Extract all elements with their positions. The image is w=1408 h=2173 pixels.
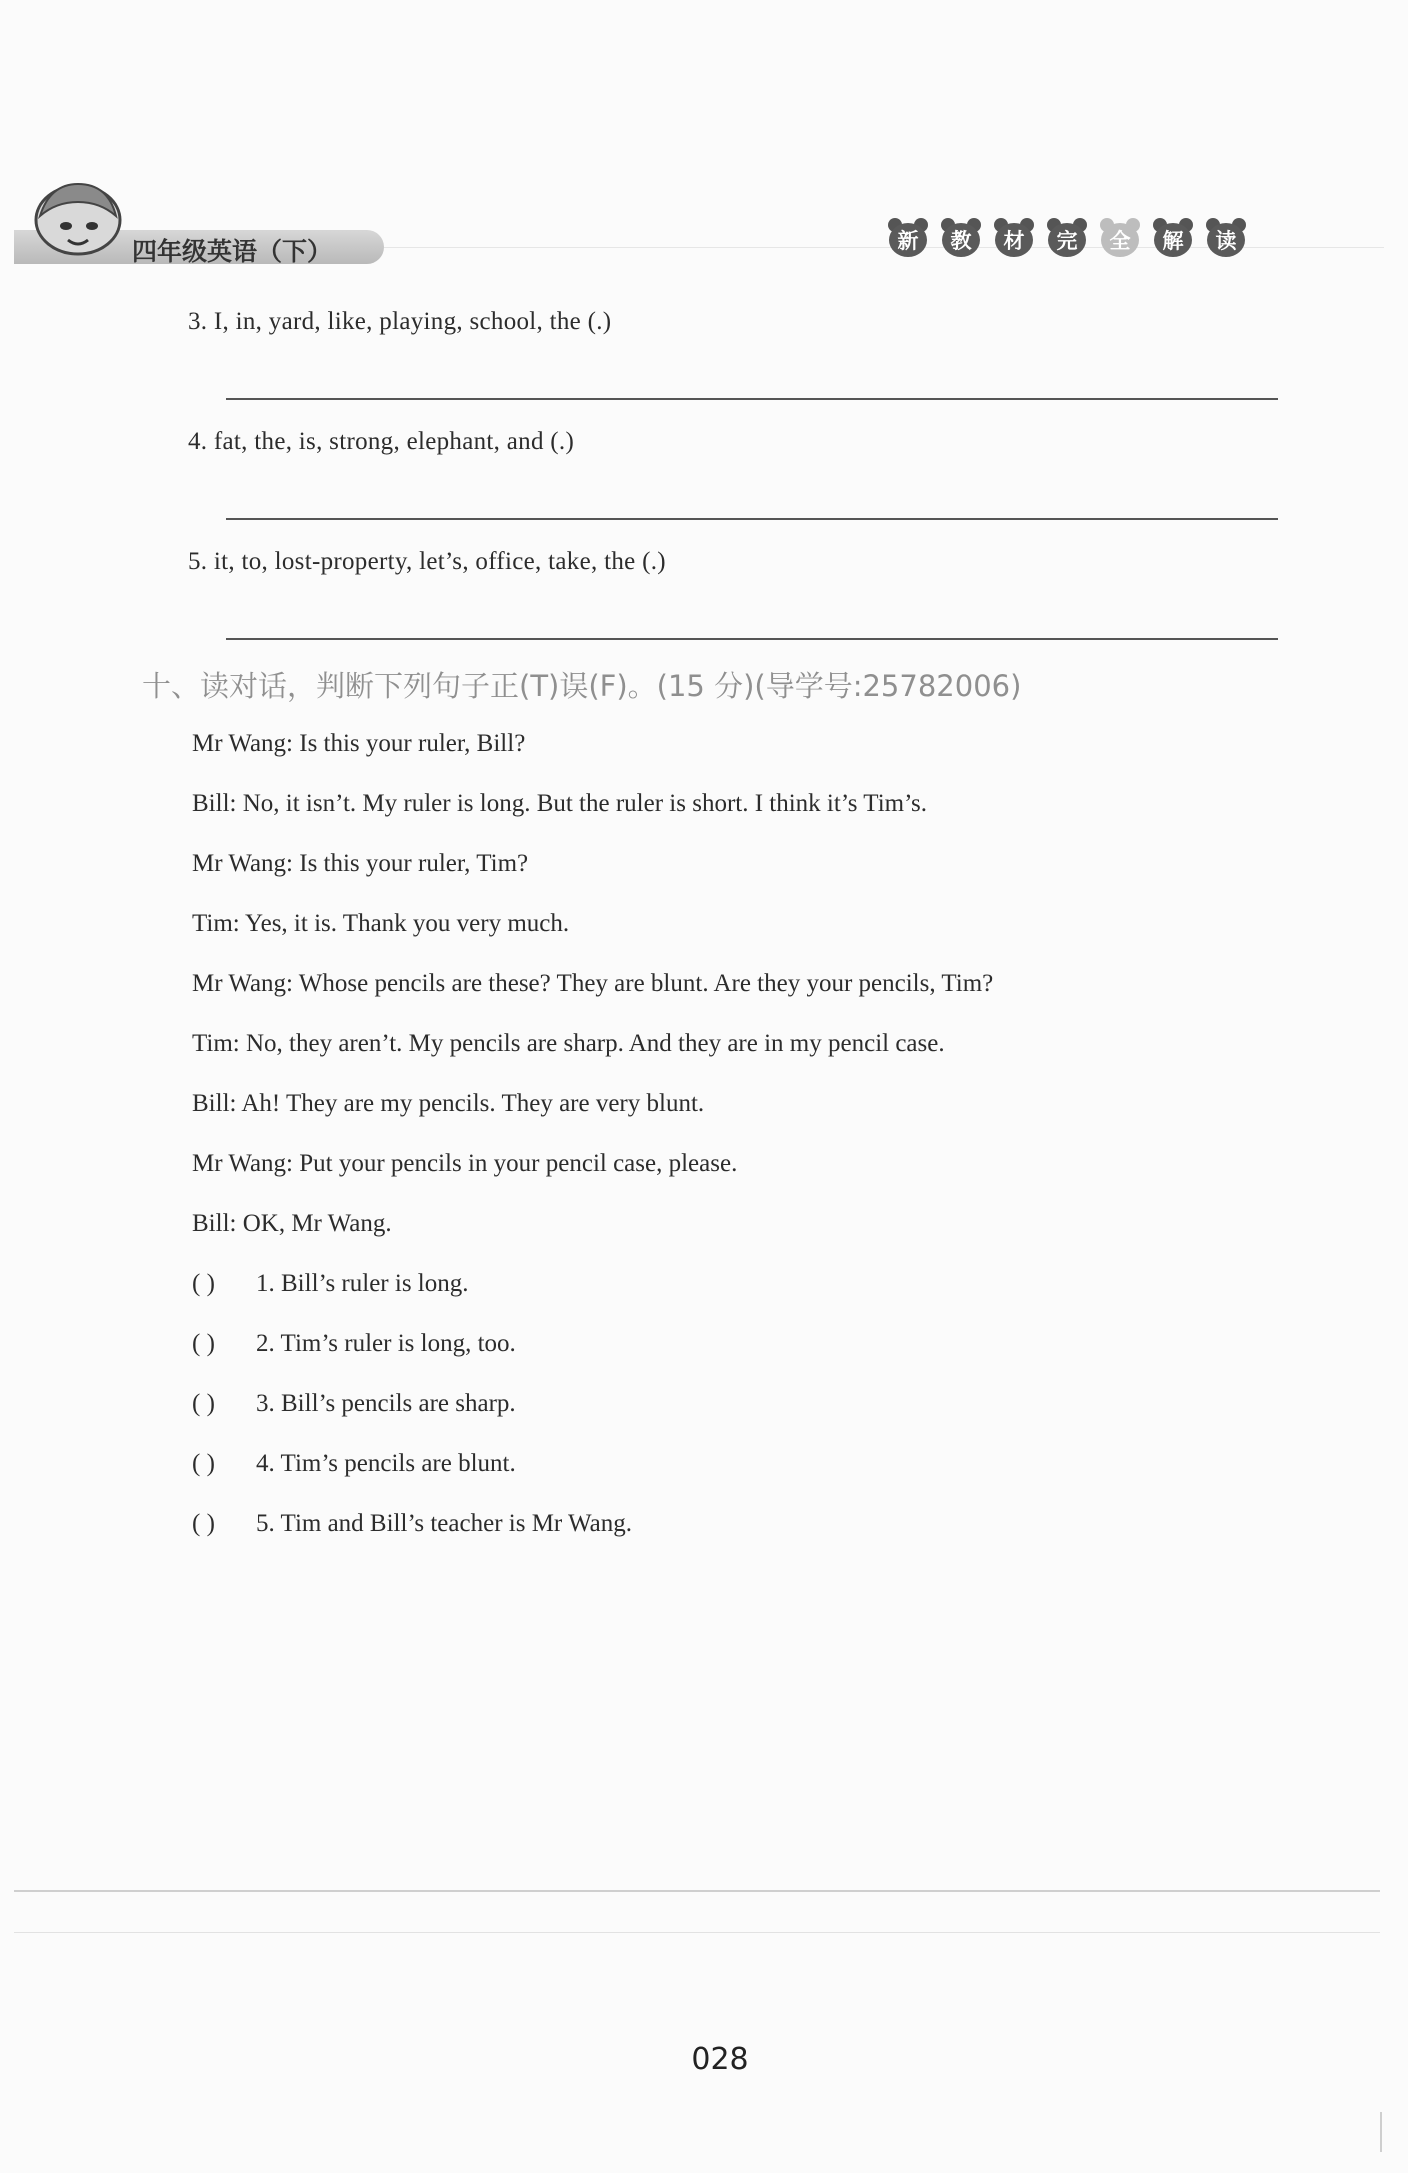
answer-blank[interactable]: ( ) — [192, 1450, 215, 1477]
dialogue-line: Bill: OK, Mr Wang. — [192, 1210, 392, 1237]
statement-item — [192, 1330, 516, 1358]
dialogue-line: Bill: No, it isn’t. My ruler is long. But the ruler is short. I think it’s Tim’s. — [192, 790, 928, 817]
answer-blank[interactable]: ( ) — [192, 1510, 215, 1537]
exercise-item: 5. it, to, lost-property, let’s, office, take, the (.) — [188, 548, 666, 575]
statement-text: 3. Bill’s pencils are sharp. — [256, 1390, 516, 1417]
edge-mark — [1380, 2112, 1382, 2152]
section-title: 十、读对话，判断下列句子正(T)误(F)。(15 分)(导学号:25782006) — [142, 669, 1022, 703]
statement-text: 5. Tim and Bill’s teacher is Mr Wang. — [256, 1510, 632, 1537]
answer-blank[interactable]: ( ) — [192, 1390, 215, 1417]
dialogue-line: Mr Wang: Is this your ruler, Tim? — [192, 850, 529, 877]
answer-blank[interactable]: ( ) — [192, 1330, 215, 1357]
statement-item — [192, 1390, 516, 1418]
answer-line[interactable] — [226, 518, 1278, 520]
statement-text: 2. Tim’s ruler is long, too. — [256, 1330, 516, 1357]
page-number: 028 — [691, 2042, 749, 2077]
statement-item — [192, 1270, 469, 1298]
dialogue-line: Bill: Ah! They are my pencils. They are very blunt. — [192, 1090, 705, 1117]
series-badges — [886, 218, 1248, 258]
girl-avatar-icon — [30, 176, 126, 256]
dialogue-line: Mr Wang: Put your pencils in your pencil case, please. — [192, 1150, 738, 1177]
book-title: 四年级英语（下） — [132, 237, 333, 266]
dialogue-line: Mr Wang: Whose pencils are these? They are blunt. Are they your pencils, Tim? — [192, 970, 994, 997]
dialogue-line: Tim: No, they aren’t. My pencils are sharp. And they are in my pencil case. — [192, 1030, 945, 1057]
statement-item — [192, 1510, 632, 1538]
series-badge: 新 — [886, 218, 930, 258]
exercise-item: 3. I, in, yard, like, playing, school, the (.) — [188, 308, 612, 335]
exercise-item: 4. fat, the, is, strong, elephant, and (.) — [188, 428, 575, 455]
statement-text: 1. Bill’s ruler is long. — [256, 1270, 469, 1297]
series-badge: 全 — [1098, 218, 1142, 258]
series-badge: 解 — [1151, 218, 1195, 258]
series-badge: 教 — [939, 218, 983, 258]
statement-text: 4. Tim’s pencils are blunt. — [256, 1450, 516, 1477]
footer-rule — [14, 1890, 1380, 1892]
answer-line[interactable] — [226, 398, 1278, 400]
statement-item — [192, 1450, 516, 1478]
page-header — [14, 170, 1392, 280]
footer-rule — [14, 1932, 1380, 1933]
series-badge: 读 — [1204, 218, 1248, 258]
series-badge: 完 — [1045, 218, 1089, 258]
dialogue-line: Mr Wang: Is this your ruler, Bill? — [192, 730, 526, 757]
answer-line[interactable] — [226, 638, 1278, 640]
dialogue-line: Tim: Yes, it is. Thank you very much. — [192, 910, 570, 937]
answer-blank[interactable]: ( ) — [192, 1270, 215, 1297]
series-badge: 材 — [992, 218, 1036, 258]
